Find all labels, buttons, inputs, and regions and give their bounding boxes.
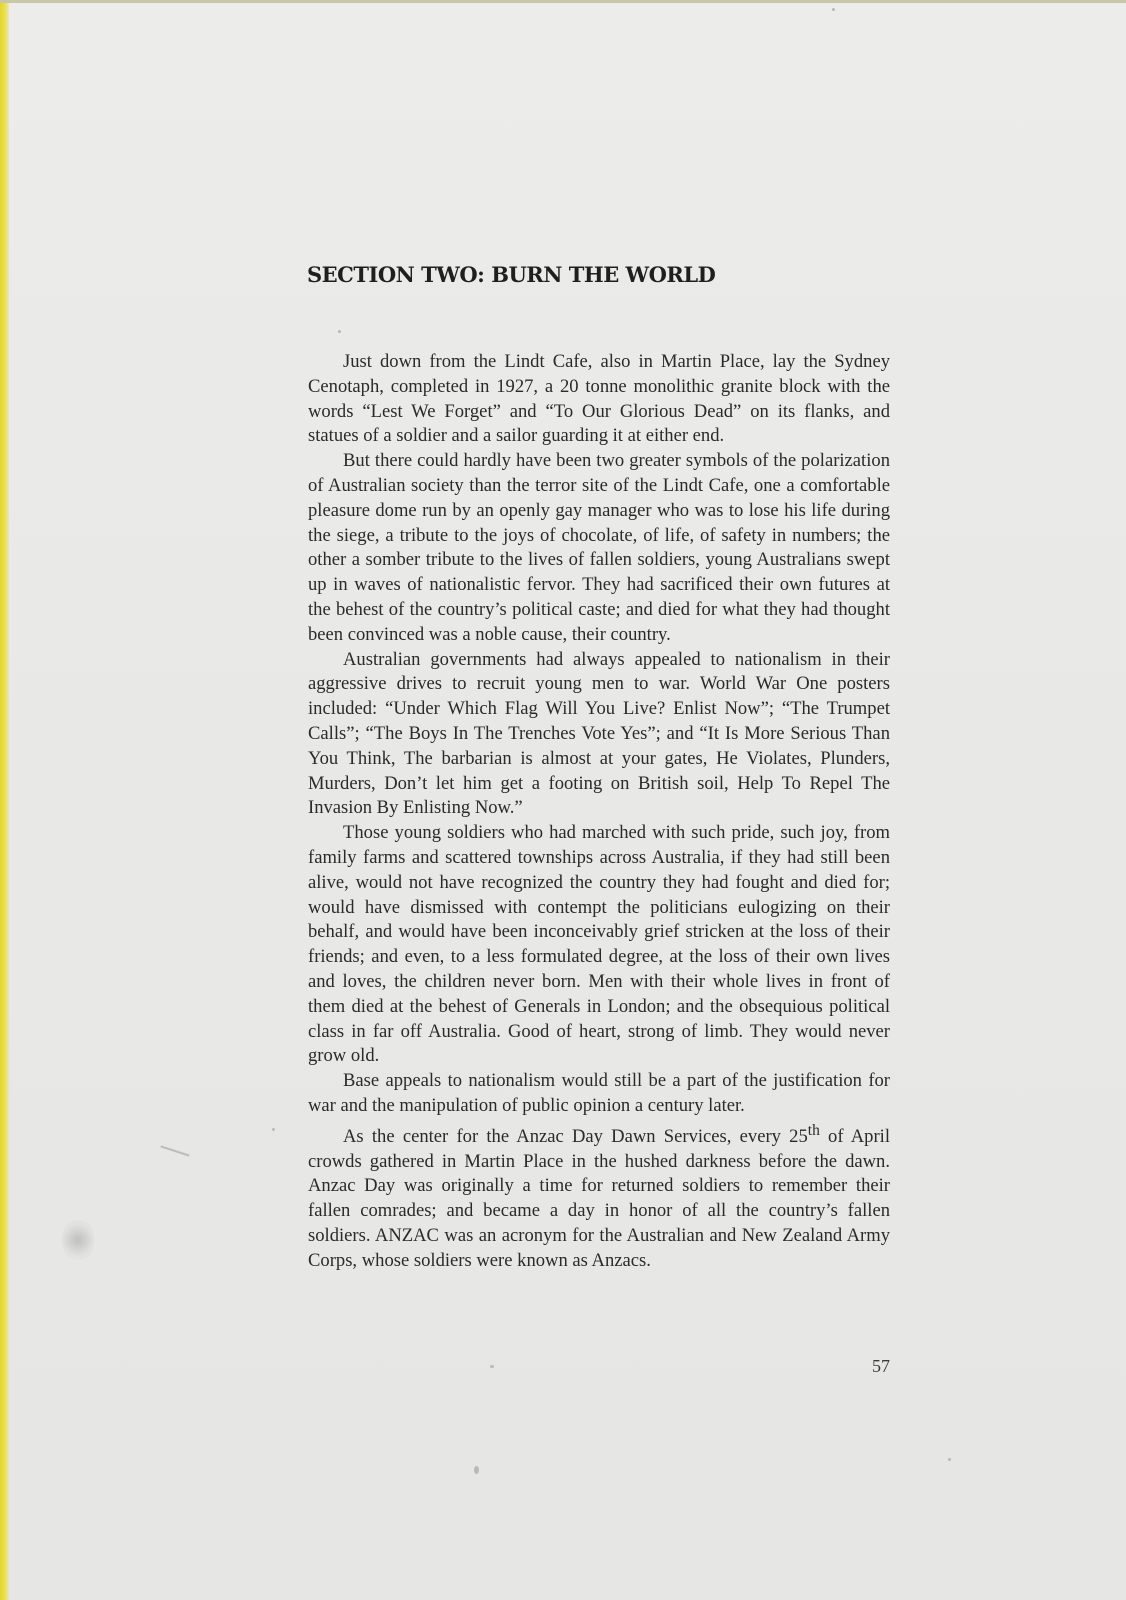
paragraph: Australian governments had always appealed to nationalism in their aggressive drives to recruit young men to war. World War One posters included: “Under Which Flag Will You Live? Enlist Now”; “The Trumpet Calls”; “The Boys In The Trenches Vote Yes”; and “It Is More Serious Than You Think, The barbarian is almost at your gates, He Violates, Plunders, Murders, Don’t let him get a footing on British soil, Help To Repel The Invasion By Enlisting Now.”: [308, 648, 890, 819]
paper-speck: [948, 1458, 951, 1461]
ordinal-suffix: th: [807, 1121, 820, 1139]
paragraph: Just down from the Lindt Cafe, also in Martin Place, lay the Sydney Cenotaph, completed in 1927, a 20 tonne monolithic granite block with the words “Lest We Forget” and “To Our Glorious Dead” on its flanks, and statues of a soldier and a sailor guarding it at either end.: [308, 351, 890, 447]
section-heading: SECTION TWO: BURN THE WORLD: [307, 262, 716, 287]
paper-smudge: [62, 1220, 94, 1260]
paragraph: Base appeals to nationalism would still be a part of the justification for war and the manipulation of public opinion a century later.: [308, 1070, 890, 1116]
paper-speck: [338, 330, 341, 333]
paragraph-text: As the center for the Anzac Day Dawn Services, every 25: [343, 1125, 808, 1147]
paper-speck: [272, 1128, 275, 1131]
body-text: [308, 350, 890, 1274]
page-number: 57: [872, 1356, 890, 1376]
paper-speck: [832, 8, 835, 11]
paper-speck: [474, 1466, 479, 1474]
paragraph: But there could hardly have been two greater symbols of the polarization of Australian society than the terror site of the Lindt Cafe, one a comfortable pleasure dome run by an openly gay manager who was to lose his life during the siege, a tribute to the joys of chocolate, of life, of safety in numbers; the other a somber tribute to the lives of fallen soldiers, young Australians swept up in waves of nationalistic fervor. They had sacrificed their own futures at the behest of the country’s political caste; and died for what they had thought been convinced was a noble cause, their country.: [308, 450, 890, 645]
page-top-edge: [0, 0, 1126, 3]
paragraph: [308, 1119, 890, 1274]
paragraph: Those young soldiers who had marched with such pride, such joy, from family farms and scattered townships across Australia, if they had still been alive, would not have recognized the country they had fought and died for; would have dismissed with contempt the politicians eulogizing on their behalf, and would have been inconceivably grief stricken at the loss of their friends; and even, to a less formulated degree, at the loss of their own lives and loves, the children never born. Men with their whole lives in front of them died at the behest of Generals in London; and the obsequious political class in far off Australia. Good of heart, strong of limb. They would never grow old.: [308, 822, 890, 1067]
paper-speck: [490, 1365, 494, 1368]
paper-scratch: [160, 1145, 189, 1156]
paragraph-text: of April crowds gathered in Martin Place in the hushed darkness before the dawn. Anzac Day was originally a time for returned soldiers to remember their fallen comrades; and became a day in honor of all the country’s fallen soldiers. ANZAC was an acronym for the Australian and New Zealand Army Corps, whose soldiers were known as Anzacs.: [308, 1125, 890, 1271]
page-binding-edge: [0, 0, 9, 1600]
